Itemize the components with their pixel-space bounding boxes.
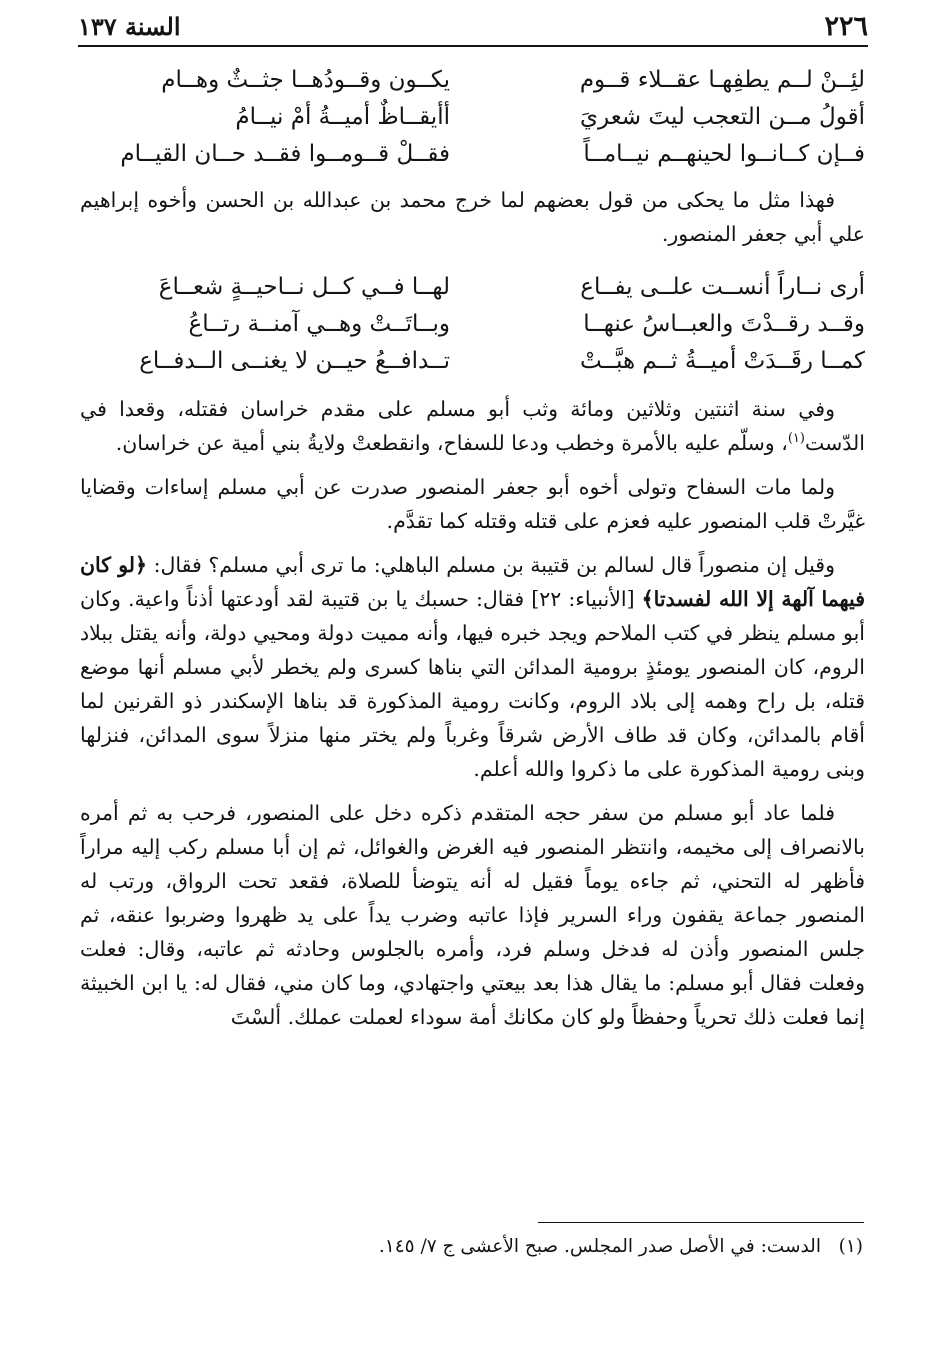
verse-first-hemistich: وقــد رقــدْتَ والعبــاسُ عنهــا: [583, 311, 865, 337]
poem-1: [80, 62, 865, 173]
footnote: [80, 1232, 863, 1262]
verse-second-hemistich: يكــون وقــودُهــا جثــثٌ وهــام: [161, 67, 450, 93]
footnote-number: (١): [838, 1236, 863, 1257]
verse: [80, 136, 865, 173]
paragraph-1: فهذا مثل ما يحكى من قول بعضهم لما خرج محمد بن عبدالله بن الحسن وأخوه إبراهيم علي أبي جعفر المنصور.: [80, 188, 865, 246]
verse: [80, 99, 865, 136]
verse: [80, 269, 865, 306]
verse-first-hemistich: أقولُ مــن التعجب ليتَ شعريَ: [580, 104, 865, 130]
verse-first-hemistich: لئِــنْ لــم يطفِهـا عقــلاء قــوم: [579, 67, 865, 93]
paragraph-2-text-start: وفي سنة اثنتين وثلاثين ومائة وثب أبو مسلم على مقدم خراسان فقتله، وقعدا في الدّست: [80, 397, 865, 455]
footnote-text: الدست: في الأصل صدر المجلس. صبح الأعشى ج ٧/ ١٤٥.: [378, 1236, 821, 1257]
paragraph-4-text-end: [الأنبياء: ٢٢] فقال: حسبك يا بن قتيبة لقد أودعتها أذناً واعية. وكان أبو مسلم ينظر في كتب الملاحم ويجد خبره فيها، وأنه مميت دولة ومحيي دولة، وأنه يقتل ببلاد الروم، كان المنصور يومئذٍ برومية المدائن التي بناها كسرى ولم يخطر لأبي مسلم أنها موضع قتله، بل راح وهمه إلى بلاد الروم، وكانت رومية المذكورة قد بناها الإسكندر ذو القرنين لما أقام بالمدائن، وكان قد طاف الأرض شرقاً وغرباً ولم يختر منها منزلاً سوى المدائن، فنزلها وبنى رومية المذكورة على ما ذكروا والله أعلم.: [80, 587, 865, 781]
verse-first-hemistich: فــإن كــانــوا لحينهــم نيــامــاً: [583, 141, 865, 167]
page-header: [78, 10, 868, 44]
header-rule: [78, 45, 868, 47]
verse: [80, 306, 865, 343]
page-number: ٢٢٦: [824, 11, 868, 42]
footnote-reference[interactable]: (١): [787, 431, 805, 447]
paragraph-5: فلما عاد أبو مسلم من سفر حجه المتقدم ذكره دخل على المنصور، فرحب به ثم أمره بالانصراف إلى مخيمه، وانتظر المنصور فيه الغرض والغوائل، ثم إن أبا مسلم ركب إليه مراراً فأظهر له التحني، ثم جاءه يوماً فقيل له أنه يتوضأ للصلاة، فقعد تحت الرواق، ورتب له المنصور جماعة يقفون وراء السرير فإذا عاتبه وضرب يداً على يد ظهروا وضربوا عنقه، ثم جلس المنصور وأذن له فدخل وسلم فرد، وأمره بالجلوس وحادثه ثم عاتبه، وقال: فعلت وفعلت فقال أبو مسلم: ما يقال هذا بعد بيعتي واجتهادي، وما كان مني، فقال له: يا ابن الخبيثة إنما فعلت ذلك تحرياً وحفظاً ولو كان مكانك أمة سوداء لعملت عملك. ألسْتَ: [80, 801, 865, 1029]
footnote-separator: [538, 1222, 864, 1223]
verse-first-hemistich: أرى نــاراً أنســت علــى يفــاع: [580, 274, 865, 300]
page-body: [80, 62, 865, 1034]
paragraph-4-text-start: وقيل إن منصوراً قال لسالم بن قتيبة بن مسلم الباهلي: ما ترى أبي مسلم؟ فقال:: [147, 553, 836, 577]
poem-2: [80, 269, 865, 380]
verse: [80, 343, 865, 380]
paragraph-4: [80, 548, 865, 786]
verse-second-hemistich: لهــا فــي كــل نــاحيــةٍ شعــاعَ: [158, 274, 450, 300]
verse: [80, 62, 865, 99]
verse-second-hemistich: تــدافــعُ حيــن لا يغنــى الــدفــاع: [139, 348, 450, 374]
running-title: السنة ١٣٧: [78, 12, 181, 41]
quran-verse: ﴿لو كان فيهما آلهة إلا الله لفسدتا﴾: [80, 553, 865, 611]
paragraph-2-text-end: ، وسلّم عليه بالأمرة وخطب ودعا للسفاح، وانقطعتْ ولايةُ بني أمية عن خراسان.: [115, 431, 788, 455]
paragraph-2: [80, 392, 865, 460]
verse-first-hemistich: كمــا رقَــدَتْ أميــةُ ثــم هبَّــتْ: [579, 348, 865, 374]
verse-second-hemistich: أأيقــاظٌ أميــةُ أمْ نيــامُ: [235, 104, 450, 130]
verse-second-hemistich: وبــاتَــتْ وهــي آمنــة رتــاعُ: [188, 311, 450, 337]
verse-second-hemistich: فقــلْ قــومــوا فقــد حــان القيــام: [120, 141, 450, 167]
paragraph-3: ولما مات السفاح وتولى أخوه أبو جعفر المنصور صدرت عن أبي مسلم إساءات وقضايا غيَّرتْ قلب المنصور عليه فعزم على قتله وقتله كما تقدَّم.: [80, 475, 865, 533]
